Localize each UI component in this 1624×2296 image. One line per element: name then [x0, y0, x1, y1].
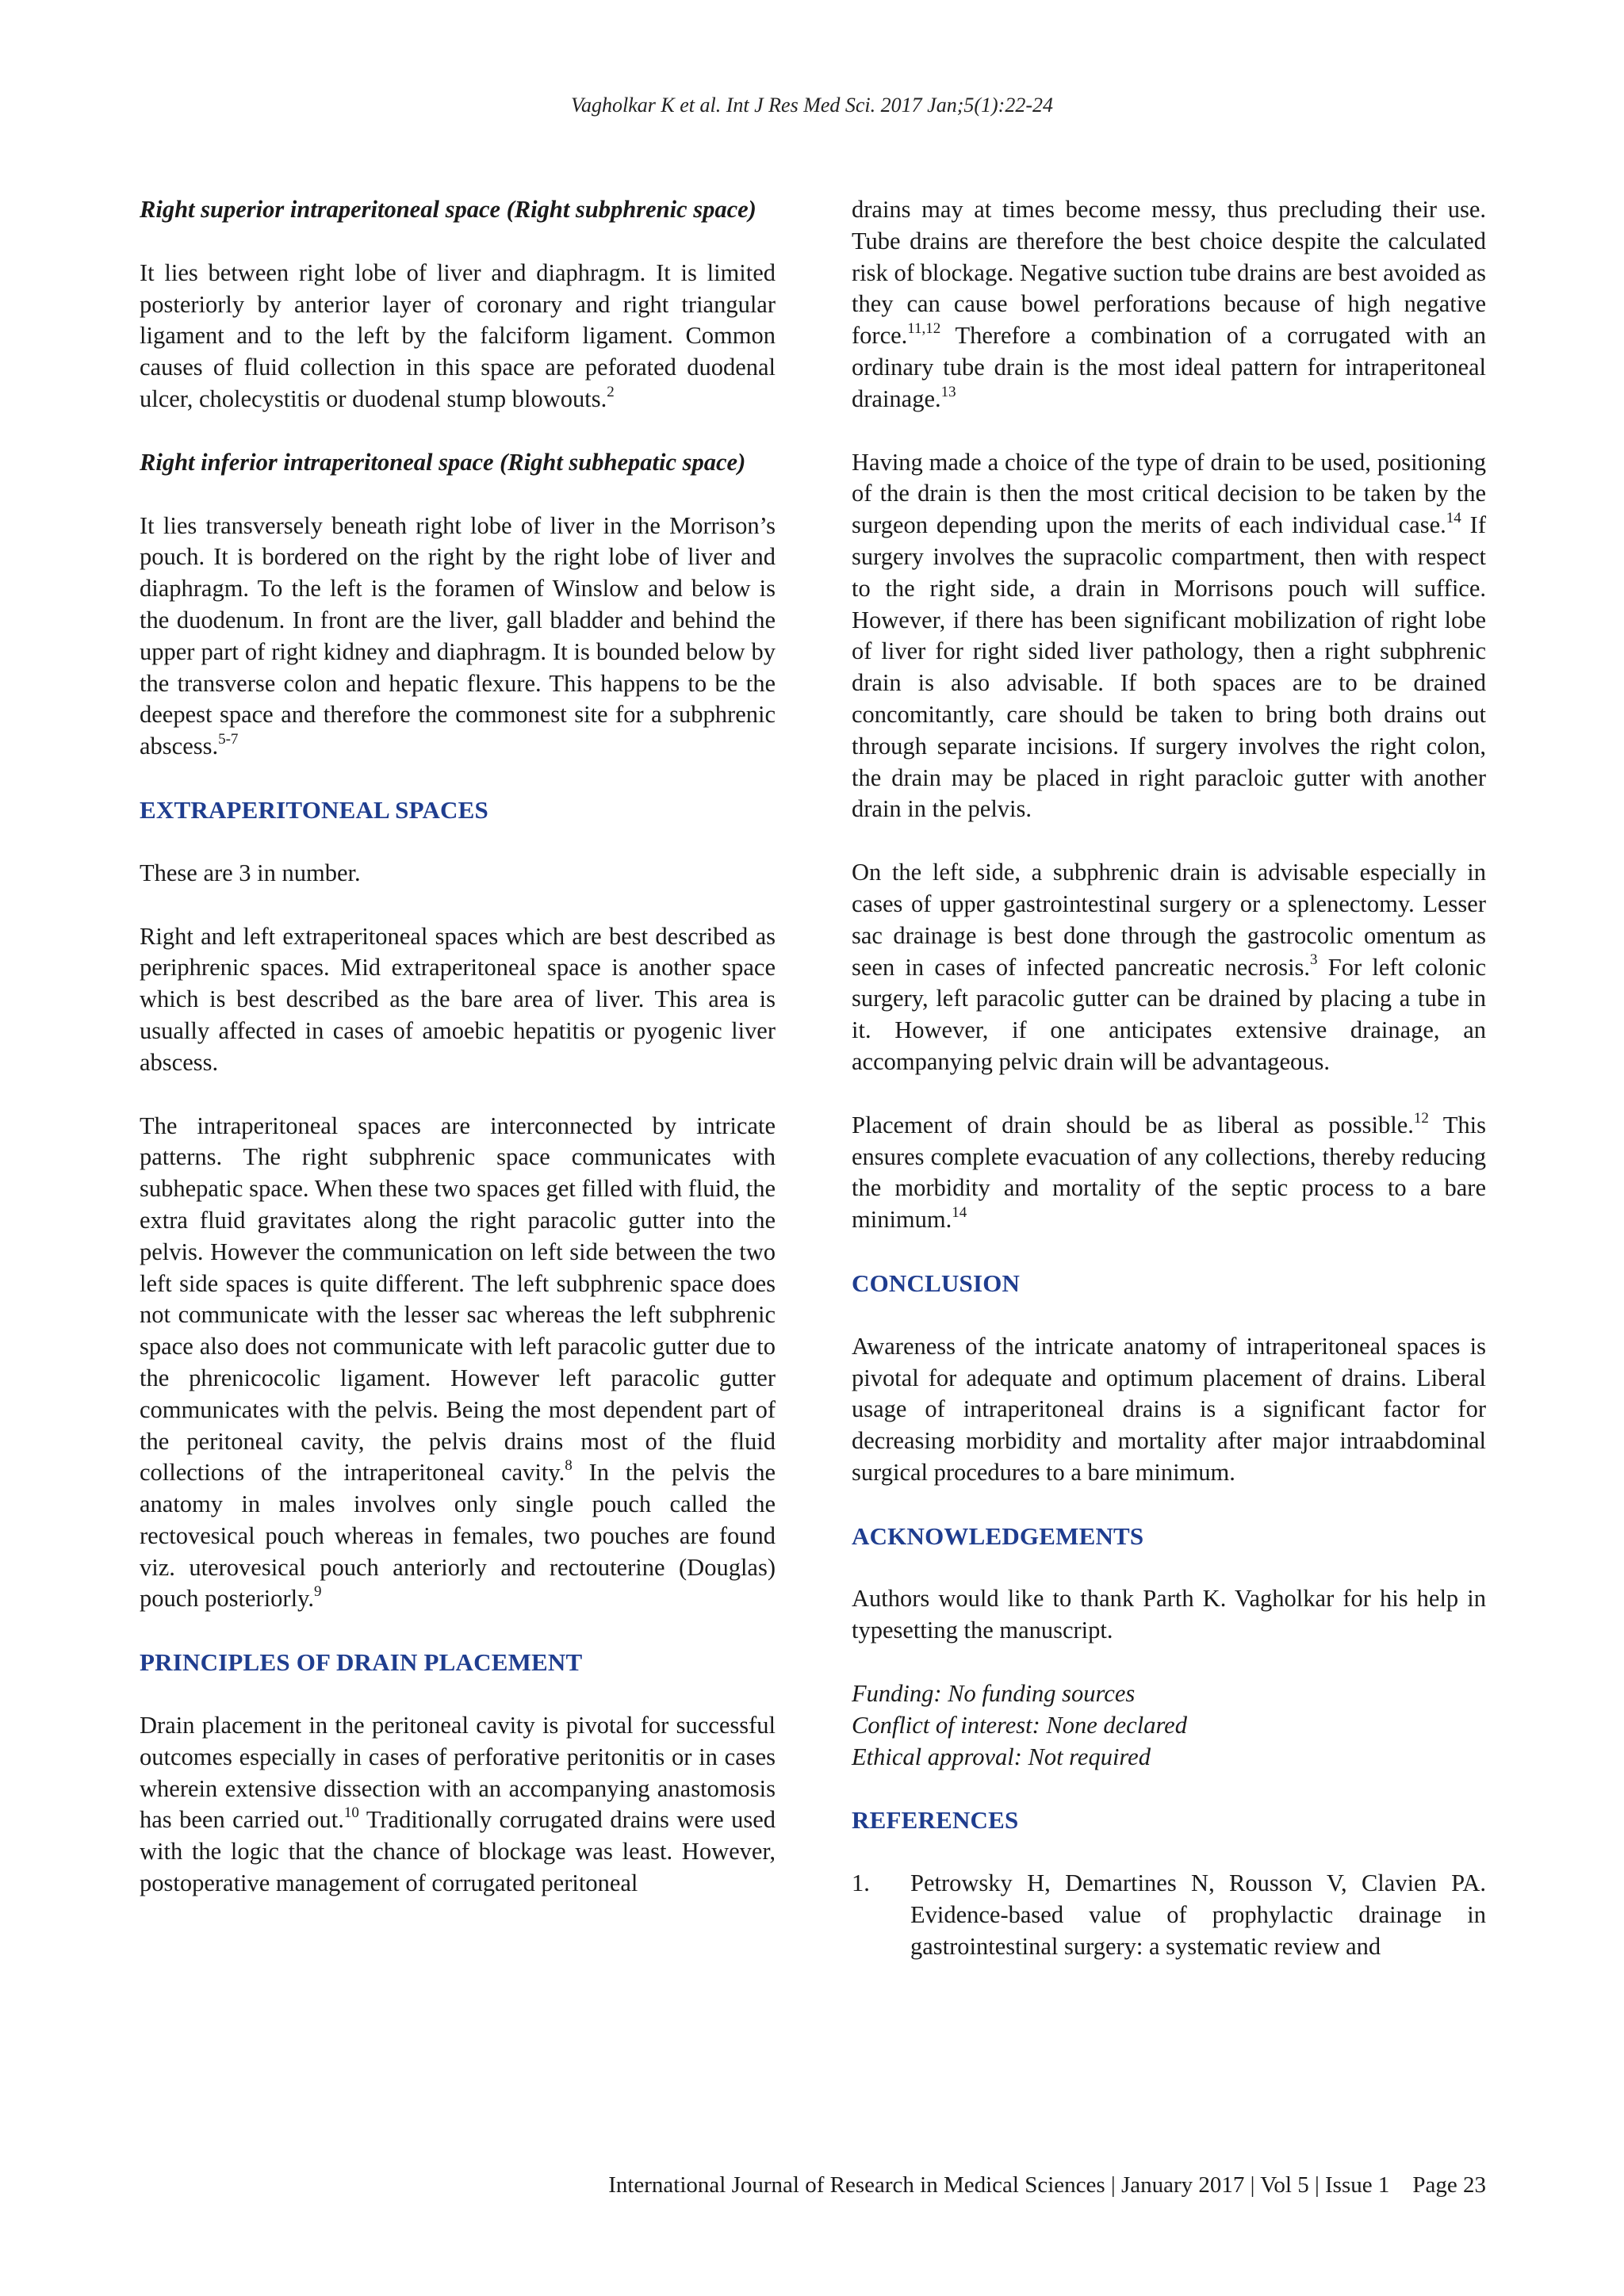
- paragraph-interconnection: The intraperitoneal spaces are interconnected by intricate patterns. The right subphrenic space communicates with subhepatic space. When these two spaces get filled with fluid, the extra fluid gravitates along the right paracolic gutter into the pelvis. However the communication on left side between the two left side spaces is quite different. The left subphrenic space does not communicate with the lesser sac whereas the left subphrenic space also does not communicate with left paracolic gutter due to the phrenicocolic ligament. However left paracolic gutter communicates with the pelvis. Being the most dependent part of the peritoneal cavity, the pelvis drains most of the fluid collections of the intraperitoneal cavity.$^8$ In the pelvis the anatomy in males involves only single pouch called the rectovesical pouch whereas in females, two pouches are found viz. uterovesical pouch anteriorly and rectouterine (Douglas) pouch posteriorly.$^9$: [140, 1112, 776, 1613]
- conflict-statement: Conflict of interest: None declared: [852, 1711, 1187, 1739]
- paragraph-number: These are 3 in number.: [140, 859, 361, 886]
- citation: 8: [565, 1457, 573, 1475]
- paragraph-left-side: On the left side, a subphrenic drain is advisable especially in cases of upper gastrointestinal surgery or a splenectomy. Lesser sac drainage is best done through the gastrocolic omentum as seen in cases of infected pancreatic necrosis.$^3$ For left colonic surgery, left paracolic gutter can be drained by placing a tube in it. However, if one anticipates extensive drainage, an accompanying pelvic drain will be advantageous.: [852, 859, 1486, 1075]
- citation: 12: [1413, 1109, 1429, 1127]
- paragraph-extraperitoneal: Right and left extraperitoneal spaces which are best described as periphrenic spaces. Mid extraperitoneal space is another space which is best described as the bare area of liver. This area is usually affected in cases of amoebic hepatitis or pyogenic liver abscess.: [140, 922, 776, 1076]
- citation: 13: [940, 383, 956, 400]
- reference-number: 1.: [852, 1869, 870, 1897]
- citation: 2: [607, 383, 615, 400]
- citation: 5-7: [218, 731, 239, 748]
- citation: 11,12: [907, 320, 941, 338]
- running-head: Vagholkar K et al. Int J Res Med Sci. 2017 Jan;5(1):22-24: [571, 94, 1053, 117]
- citation: 14: [1446, 510, 1461, 527]
- paragraph-placement: Placement of drain should be as liberal as possible.$^{12}$ This ensures complete evacuation of any collections, thereby reducing the morbidity and mortality of the septic process to a bare minimum.$^{14}$: [852, 1109, 1486, 1234]
- ethical-statement: Ethical approval: Not required: [852, 1743, 1151, 1770]
- reference-text: Petrowsky H, Demartines N, Rousson V, Clavien PA. Evidence-based value of prophylactic drainage in gastrointestinal surgery: a systematic review and: [910, 1869, 1486, 1960]
- subsection-heading-right-inferior: Right inferior intraperitoneal space (Right subhepatic space): [140, 448, 746, 476]
- footer-journal: International Journal of Research in Medical Sciences | January 2017 | Vol 5 | Issue 1: [608, 2172, 1390, 2198]
- left-column: [140, 194, 776, 1931]
- citation: 10: [343, 1804, 359, 1822]
- section-heading-acknowledgements: ACKNOWLEDGEMENTS: [852, 1521, 1144, 1550]
- paragraph-right-superior: It lies between right lobe of liver and diaphragm. It is limited posteriorly by anterior layer of coronary and right triangular ligament and to the left by the falciform ligament. Common causes of fluid collection in this space are peforated duodenal ulcer, cholecystitis or duodenal stump blowouts.$^2$: [140, 258, 776, 412]
- paragraph-right-inferior: It lies transversely beneath right lobe of liver in the Morrison’s pouch. It is bordered on the right by the right lobe of liver and diaphragm. To the left is the foramen of Winslow and below is the duodenum. In front are the liver, gall bladder and behind the upper part of right kidney and diaphragm. It is bounded below by the transverse colon and hepatic flexure. This happens to be the deepest space and therefore the commonest site for a subphrenic abscess.$^{5-7}$: [140, 511, 776, 760]
- right-column: [852, 194, 1486, 1963]
- citation: 3: [1310, 951, 1318, 969]
- section-heading-conclusion: CONCLUSION: [852, 1269, 1021, 1297]
- section-heading-references: REFERENCES: [852, 1806, 1019, 1835]
- page-footer: [608, 2172, 1486, 2198]
- paragraph-conclusion: Awareness of the intricate anatomy of intraperitoneal spaces is pivotal for adequate and optimum placement of drains. Liberal usage of intraperitoneal drains is a significant factor for decreasing morbidity and mortality after major intraabdominal surgical procedures to a bare minimum.: [852, 1332, 1486, 1486]
- subsection-heading-right-superior: Right superior intraperitoneal space (Right subphrenic space): [140, 196, 756, 223]
- page-number: Page 23: [1412, 2172, 1486, 2198]
- citation: 14: [952, 1203, 967, 1221]
- section-heading-extraperitoneal: EXTRAPERITONEAL SPACES: [140, 795, 488, 824]
- paragraph-acknowledgements: Authors would like to thank Parth K. Vagholkar for his help in typesetting the manuscript.: [852, 1585, 1486, 1644]
- funding-statement: Funding: No funding sources: [852, 1680, 1136, 1708]
- citation: 9: [313, 1583, 322, 1601]
- paragraph-drain-choice: Having made a choice of the type of drain to be used, positioning of the drain is then the most critical decision to be taken by the surgeon depending upon the merits of each individual case.$^{14}$ If surgery involves the supracolic compartment, then with respect to the right side, a drain in Morrisons pouch will suffice. However, if there has been significant mobilization of right lobe of liver for right sided liver pathology, then a right subphrenic drain is also advisable. If both spaces are to be drained concomitantly, care should be taken to bring both drains out through separate incisions. If surgery involves the right colon, the drain may be placed in right paracloic gutter with another drain in the pelvis.: [852, 448, 1486, 823]
- reference-item: [852, 1868, 1486, 1962]
- declarations: [852, 1678, 1486, 1773]
- paragraph-drain-placement: Drain placement in the peritoneal cavity is pivotal for successful outcomes especially in cases of perforative peritonitis or in cases wherein extensive dissection with an accompanying anastomosis has been carried out.$^{10}$ Traditionally corrugated drains were used with the logic that the chance of blockage was least. However, postoperative management of corrugated peritoneal: [140, 1712, 776, 1897]
- section-heading-principles: PRINCIPLES OF DRAIN PLACEMENT: [140, 1648, 583, 1677]
- paragraph-drain-continued: drains may at times become messy, thus precluding their use. Tube drains are therefore the best choice despite the calculated risk of blockage. Negative suction tube drains are best avoided as they can cause bowel perforations because of high negative force.$^{11,12}$ Therefore a combination of a corrugated with an ordinary tube drain is the most ideal pattern for intraperitoneal drainage.$^{13}$: [852, 196, 1486, 412]
